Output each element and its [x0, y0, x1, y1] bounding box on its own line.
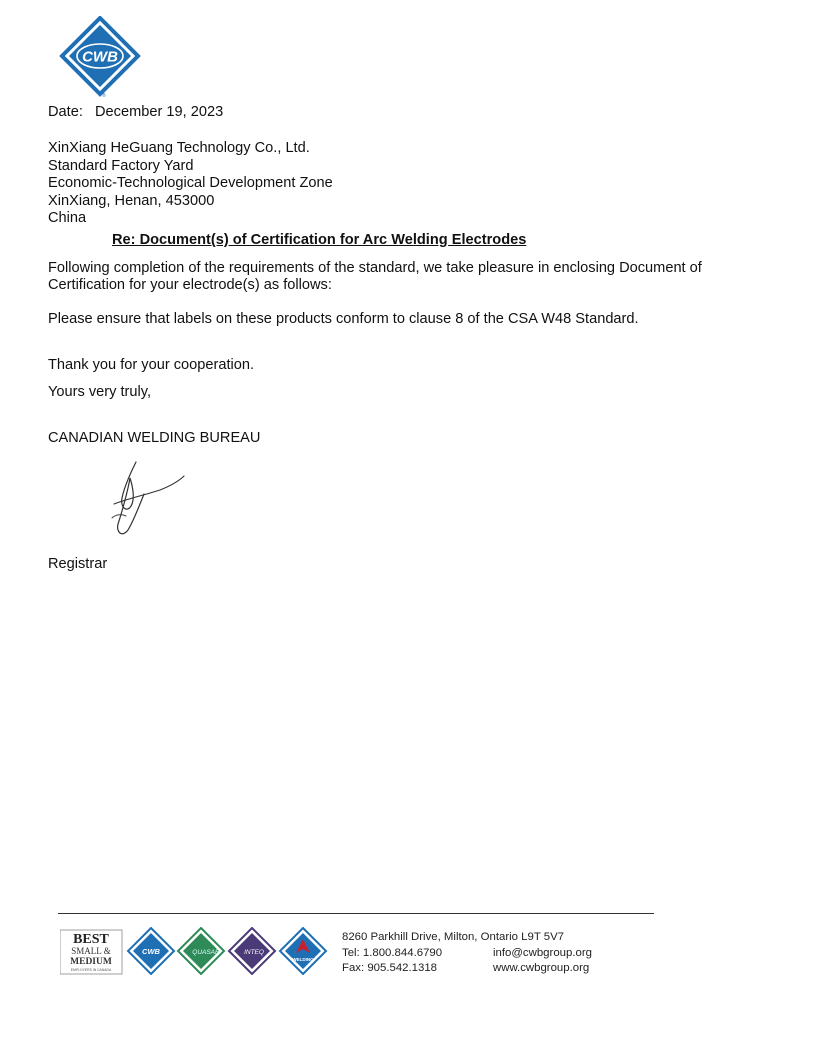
thanks-line: Thank you for your cooperation. — [48, 357, 255, 373]
logo-text: CWB — [82, 48, 118, 66]
footer-divider — [58, 913, 654, 914]
footer-quasar-text: QUASAR — [192, 949, 220, 956]
cwb-logo — [58, 16, 142, 98]
signer-title: Registrar — [48, 556, 108, 572]
date-line — [48, 104, 223, 121]
recipient-city: XinXiang, Henan, 453000 — [48, 192, 215, 209]
recipient-company: XinXiang HeGuang Technology Co., Ltd. — [48, 140, 310, 156]
footer-website[interactable]: www.cwbgroup.org — [493, 962, 590, 974]
footer-inteq-logo — [229, 928, 275, 974]
footer-address: 8260 Parkhill Drive, Milton, Ontario L9T 5V7 — [342, 931, 565, 943]
subject-line: Re: Document(s) of Certification for Arc Welding Electrodes — [112, 232, 527, 248]
footer-welding-text: WELDING — [292, 957, 314, 962]
svg-text:®: ® — [102, 93, 106, 98]
signature — [100, 454, 196, 546]
body-paragraph-2: Please ensure that labels on these products conform to clause 8 of the CSA W48 Standard. — [48, 311, 639, 327]
footer-contact — [342, 930, 592, 977]
date-value: December 19, 2023 — [95, 104, 224, 120]
footer-quasar-logo — [178, 928, 224, 974]
recipient-address-line1: Standard Factory Yard — [48, 157, 194, 174]
recipient-address-line2: Economic-Technological Development Zone — [48, 175, 333, 191]
recipient-country: China — [48, 210, 87, 226]
footer-cwb-text: CWB — [142, 947, 160, 956]
footer-cwb-logo — [128, 928, 174, 974]
footer-email[interactable]: info@cwbgroup.org — [493, 946, 592, 959]
badge-best: BEST — [73, 932, 109, 947]
badge-medium: MEDIUM — [70, 957, 112, 967]
recipient-address — [48, 140, 333, 228]
badge-small: SMALL & — [71, 946, 111, 956]
footer-logo-strip — [60, 927, 340, 975]
closing-line: Yours very truly, — [48, 384, 152, 400]
date-label: Date: — [48, 104, 83, 120]
best-employers-badge — [60, 930, 122, 974]
footer-welding-logo — [280, 928, 326, 974]
footer-tel: Tel: 1.800.844.6790 — [342, 946, 443, 959]
organization-name: CANADIAN WELDING BUREAU — [48, 430, 261, 446]
body-paragraph-1: Following completion of the requirements of the standard, we take pleasure in enclosing Document of Certification for your electrode(s) as follows: — [48, 260, 702, 293]
footer-inteq-text: INTEQ — [244, 949, 264, 956]
footer-fax: Fax: 905.542.1318 — [342, 962, 437, 974]
badge-employers: EMPLOYERS IN CANADA — [70, 968, 112, 972]
